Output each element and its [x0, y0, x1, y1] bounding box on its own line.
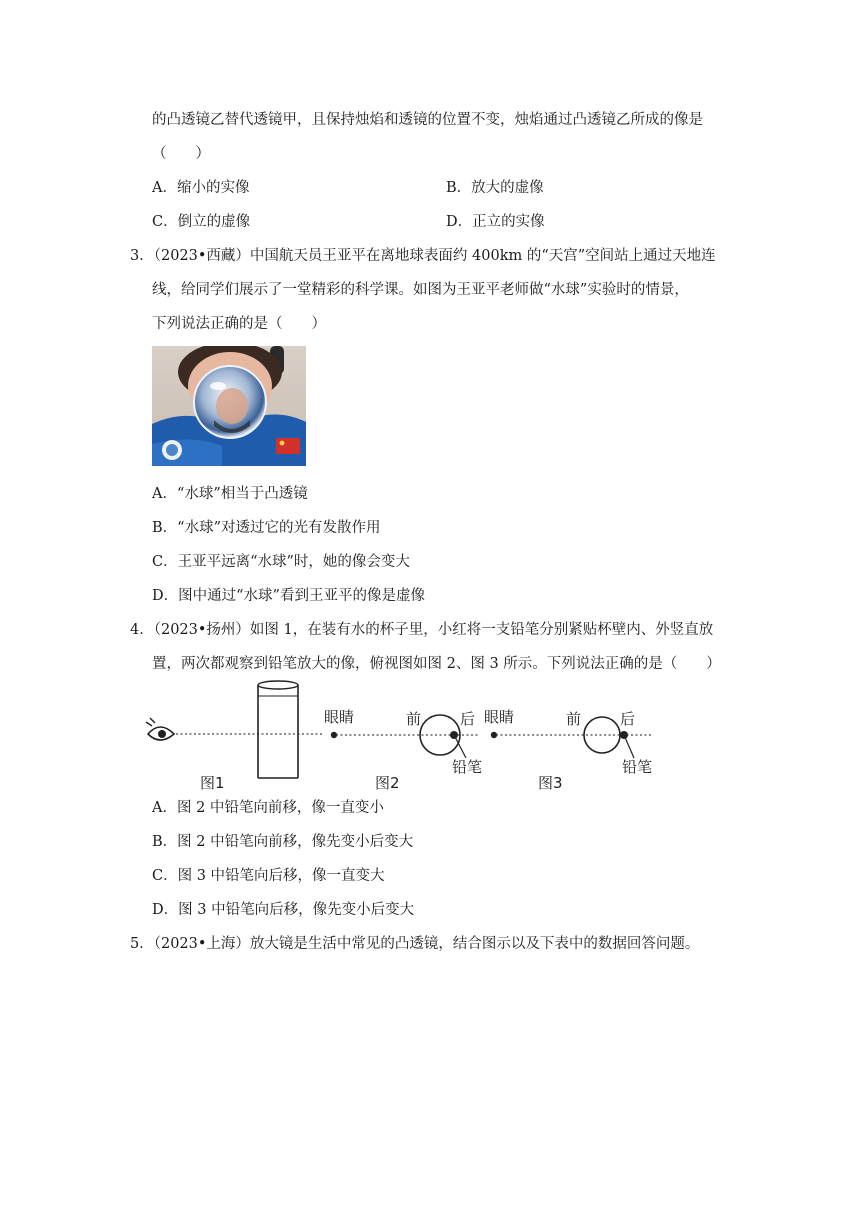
fig2-label: 图2 [375, 774, 400, 792]
q4-option-c: C．图 3 中铅笔向后移，像一直变大 [152, 868, 385, 884]
q2-option-d: D．正立的实像 [446, 214, 545, 230]
q4-stem-line1: 4．（2023•扬州）如图 1，在装有水的杯子里，小红将一支铅笔分别紧贴杯壁内、外竖直放 [130, 622, 714, 638]
q2-option-a: A．缩小的实像 [152, 180, 250, 196]
eye-icon [146, 718, 174, 740]
q3-option-c: C．王亚平远离“水球”时，她的像会变大 [152, 554, 410, 570]
q2-answer-bracket: （ ） [152, 146, 210, 162]
fig3-front-label: 前 [566, 710, 582, 728]
q2-option-c: C．倒立的虚像 [152, 214, 251, 230]
fig3-label: 图3 [538, 774, 563, 792]
fig2-back-label: 后 [460, 710, 476, 728]
water-cup [258, 681, 298, 778]
q3-stem-line1: 3．（2023•西藏）中国航天员王亚平在离地球表面约 400km 的“天宫”空间站上通过天地连 [130, 248, 716, 264]
q2-continuation-line: 的凸透镜乙替代透镜甲，且保持烛焰和透镜的位置不变，烛焰通过凸透镜乙所成的像是 [152, 112, 703, 128]
q4-stem-line2: 置，两次都观察到铅笔放大的像，俯视图如图 2、图 3 所示。下列说法正确的是（ ） [152, 656, 721, 672]
water-ball-photo [152, 346, 306, 466]
fig3-back-label: 后 [620, 710, 636, 728]
q4-option-d: D．图 3 中铅笔向后移，像先变小后变大 [152, 902, 415, 918]
fig3-eye-label: 眼睛 [484, 708, 515, 726]
fig1-label: 图1 [200, 774, 225, 792]
q4-option-a: A．图 2 中铅笔向前移，像一直变小 [152, 800, 384, 816]
fig2-front-label: 前 [406, 710, 422, 728]
q2-option-b: B．放大的虚像 [446, 180, 544, 196]
fig2-pencil-label: 铅笔 [452, 758, 483, 776]
q3-option-a: A．“水球”相当于凸透镜 [152, 486, 308, 502]
fig2-eye-label: 眼睛 [324, 708, 355, 726]
q3-option-b: B．“水球”对透过它的光有发散作用 [152, 520, 381, 536]
q3-stem-line3: 下列说法正确的是（ ） [152, 316, 326, 332]
q3-option-d: D．图中通过“水球”看到王亚平的像是虚像 [152, 588, 425, 604]
q5-stem-line1: 5．（2023•上海）放大镜是生活中常见的凸透镜，结合图示以及下表中的数据回答问题。 [130, 936, 700, 952]
q3-stem-line2: 线，给同学们展示了一堂精彩的科学课。如图为王亚平老师做“水球”实验时的情景， [152, 282, 689, 298]
fig3-pencil-label: 铅笔 [622, 758, 653, 776]
q4-option-b: B．图 2 中铅笔向前移，像先变小后变大 [152, 834, 414, 850]
pencil-cup-diagram [140, 676, 680, 794]
